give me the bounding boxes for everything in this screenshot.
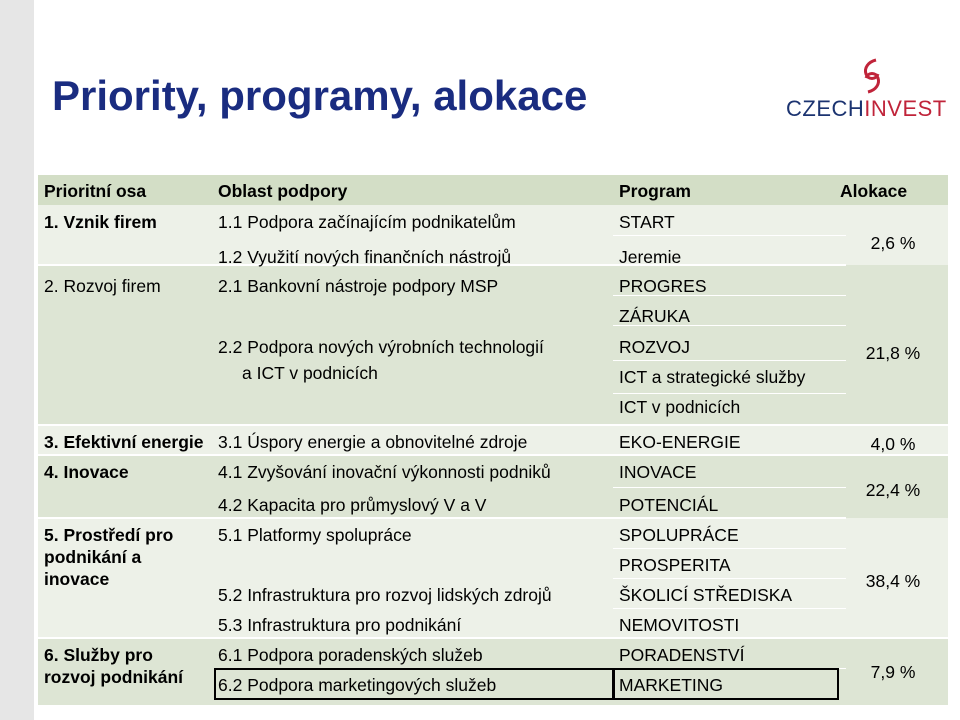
row2-program-a: PROGRES xyxy=(619,276,707,296)
row6-program-b: MARKETING xyxy=(619,675,724,695)
row1-oblast-b: 1.2 Využití nových finančních nástrojů xyxy=(218,247,512,267)
row2-oblast-c2: a ICT v podnicích xyxy=(242,363,378,383)
logo-mark-icon xyxy=(858,58,888,94)
row2-osa: 2. Rozvoj firem xyxy=(44,276,161,296)
row2-program-e: ICT v podnicích xyxy=(619,397,741,417)
header-program: Program xyxy=(619,181,691,201)
header-oblast: Oblast podpory xyxy=(218,181,348,201)
row1-alloc: 2,6 % xyxy=(870,233,916,253)
row5-osa-line3: inovace xyxy=(44,569,110,589)
logo-text-czech: CZECH xyxy=(786,96,865,121)
priority-table xyxy=(38,175,948,705)
row2-oblast-c1: 2.2 Podpora nových výrobních technologií xyxy=(218,337,544,357)
row5-program-b: PROSPERITA xyxy=(619,555,731,575)
header-osa: Prioritní osa xyxy=(44,181,147,201)
row5-program-d: NEMOVITOSTI xyxy=(619,615,740,635)
czechinvest-logo xyxy=(786,58,947,124)
row6-alloc: 7,9 % xyxy=(870,662,916,682)
row2-program-b: ZÁRUKA xyxy=(619,306,690,326)
table-header xyxy=(38,175,948,205)
row5-oblast-a: 5.1 Platformy spolupráce xyxy=(218,525,412,545)
header-alokace: Alokace xyxy=(840,181,908,201)
row1-program-a: START xyxy=(619,212,675,232)
row5-oblast-c: 5.2 Infrastruktura pro rozvoj lidských zdrojů xyxy=(218,585,552,605)
row5-osa-line2: podnikání a xyxy=(44,547,142,567)
logo-text-invest: INVEST xyxy=(864,96,947,121)
row5-alloc: 38,4 % xyxy=(865,571,921,591)
row4-program-a: INOVACE xyxy=(619,462,697,482)
row4-program-b: POTENCIÁL xyxy=(619,495,719,515)
row4-alloc: 22,4 % xyxy=(865,480,921,500)
row1-osa: 1. Vznik firem xyxy=(44,212,157,232)
row6-osa-line2: rozvoj podnikání xyxy=(44,667,184,687)
row6-program-a: PORADENSTVÍ xyxy=(619,645,745,665)
highlight-box-oblast xyxy=(214,668,614,700)
row4-oblast-b: 4.2 Kapacita pro průmyslový V a V xyxy=(218,495,487,515)
row6-osa-line1: 6. Služby pro xyxy=(44,645,153,665)
slide-sidebar xyxy=(0,0,34,720)
row2-oblast-a: 2.1 Bankovní nástroje podpory MSP xyxy=(218,276,499,296)
row5-program-a: SPOLUPRÁCE xyxy=(619,525,739,545)
row3-osa: 3. Efektivní energie xyxy=(44,432,204,452)
row2-program-d: ICT a strategické služby xyxy=(619,367,806,387)
row4-osa: 4. Inovace xyxy=(44,462,129,482)
highlight-box-program xyxy=(613,668,839,700)
row5-program-c: ŠKOLICÍ STŘEDISKA xyxy=(619,585,793,605)
row6-oblast-b: 6.2 Podpora marketingových služeb xyxy=(218,675,497,695)
row6-oblast-a: 6.1 Podpora poradenských služeb xyxy=(218,645,483,665)
row2-alloc: 21,8 % xyxy=(865,343,921,363)
row2-program-c: ROZVOJ xyxy=(619,337,690,357)
row1-program-b: Jeremie xyxy=(619,247,682,267)
row5-oblast-d: 5.3 Infrastruktura pro podnikání xyxy=(218,615,462,635)
row3-alloc: 4,0 % xyxy=(870,434,916,454)
row1-oblast-a: 1.1 Podpora začínajícím podnikatelům xyxy=(218,212,516,232)
row3-program: EKO-ENERGIE xyxy=(619,432,741,452)
row3-oblast: 3.1 Úspory energie a obnovitelné zdroje xyxy=(218,432,528,452)
row4-oblast-a: 4.1 Zvyšování inovační výkonnosti podniků xyxy=(218,462,551,482)
row5-osa-line1: 5. Prostředí pro xyxy=(44,525,174,545)
page-title: Priority, programy, alokace xyxy=(52,72,588,119)
